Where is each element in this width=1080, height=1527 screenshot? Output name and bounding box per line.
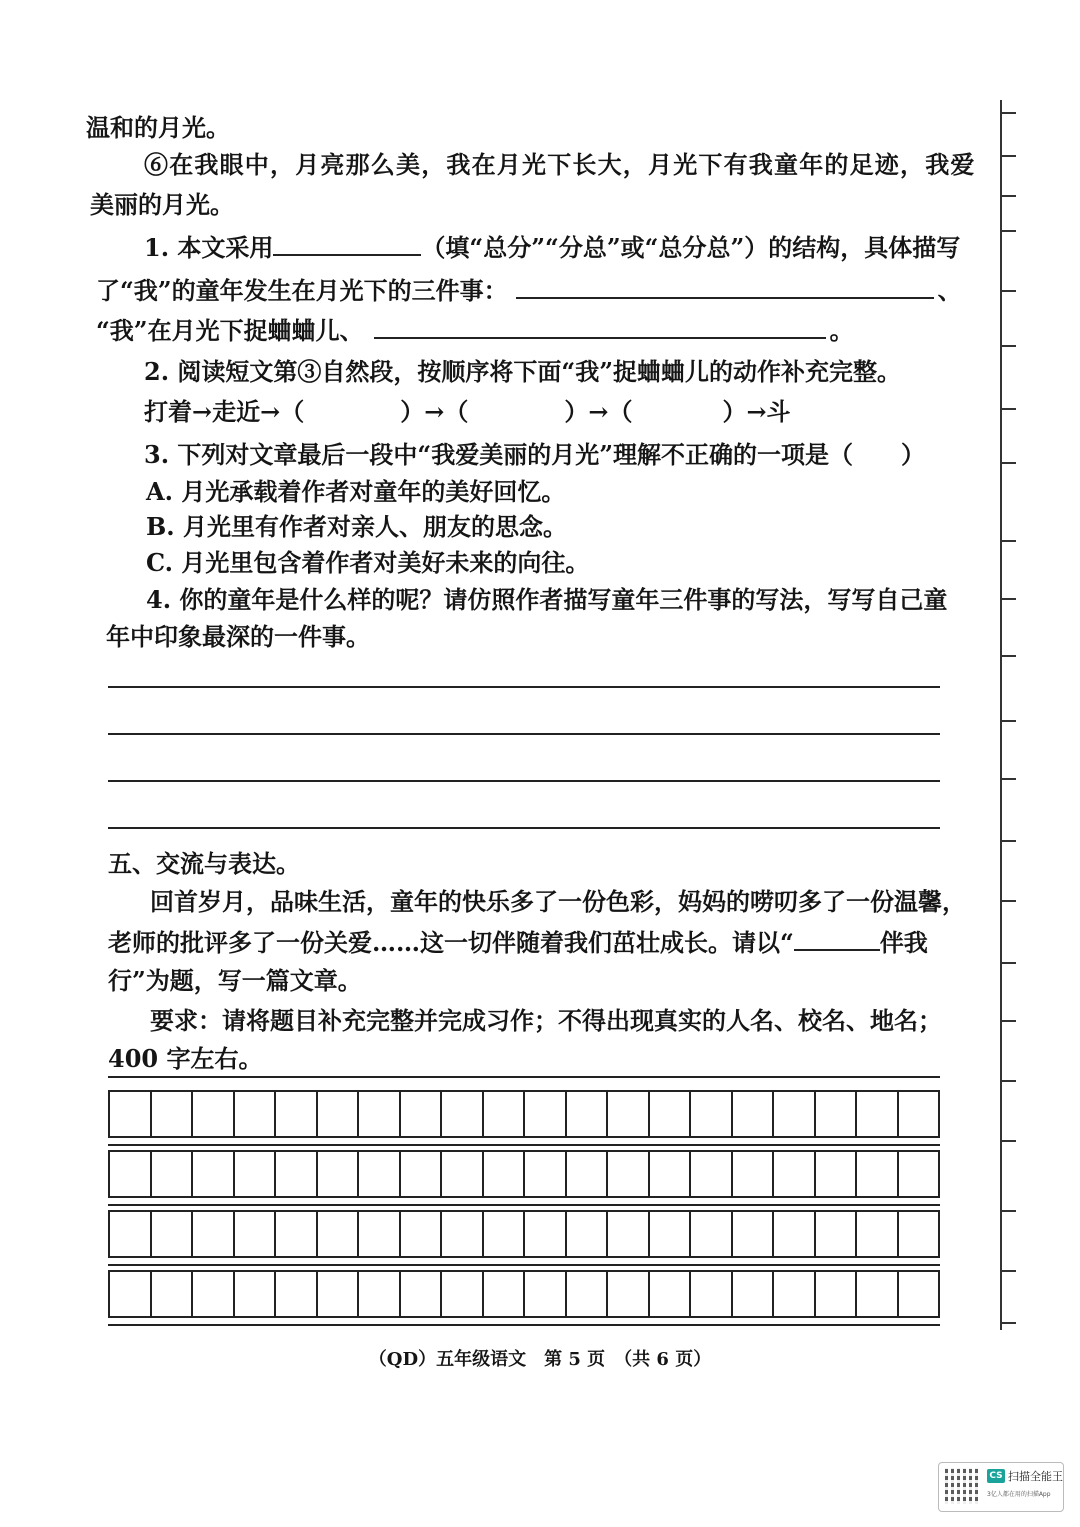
grid-cell[interactable] — [152, 1212, 194, 1256]
essay-prompt-text: 老师的批评多了一份关爱……这一切伴随着我们茁壮成长。请以“ — [108, 928, 794, 957]
grid-cell[interactable] — [816, 1152, 858, 1196]
punctuation: 、 — [937, 276, 962, 305]
passage-paragraph-6: ⑥在我眼中，月亮那么美，我在月光下长大，月光下有我童年的足迹，我爱 — [144, 150, 976, 179]
section-5-heading: 五、交流与表达。 — [108, 849, 300, 878]
grid-cell[interactable] — [442, 1152, 484, 1196]
scanner-app-tagline: 3亿人都在用的扫描App — [987, 1491, 1051, 1498]
grid-row — [108, 1150, 940, 1198]
grid-cell[interactable] — [193, 1092, 235, 1136]
question-1-text: “我”在月光下捉蛐蛐儿、 — [96, 316, 364, 345]
paren-open: （ — [608, 397, 633, 426]
grid-cell[interactable] — [774, 1092, 816, 1136]
answer-blank-event-1[interactable] — [516, 275, 934, 299]
grid-cell[interactable] — [608, 1152, 650, 1196]
option-a[interactable]: A. 月光承载着作者对童年的美好回忆。 — [146, 477, 566, 506]
grid-cell[interactable] — [774, 1272, 816, 1316]
answer-line[interactable] — [108, 686, 940, 688]
page-footer: （QD）五年级语文 第 5 页 （共 6 页） — [368, 1349, 712, 1370]
grid-cell[interactable] — [774, 1152, 816, 1196]
grid-cell[interactable] — [608, 1092, 650, 1136]
grid-cell[interactable] — [608, 1212, 650, 1256]
option-c[interactable]: C. 月光里包含着作者对美好未来的向往。 — [146, 548, 590, 577]
grid-cell[interactable] — [816, 1272, 858, 1316]
grid-cell[interactable] — [318, 1212, 360, 1256]
grid-rule — [108, 1324, 940, 1326]
binding-tick — [1000, 720, 1016, 722]
paren-close: ） — [564, 397, 589, 426]
qr-code-icon — [945, 1468, 981, 1504]
binding-tick — [1000, 462, 1016, 464]
grid-cell[interactable] — [318, 1152, 360, 1196]
grid-cell[interactable] — [650, 1092, 692, 1136]
punctuation: 。 — [829, 316, 854, 345]
grid-cell[interactable] — [691, 1092, 733, 1136]
grid-cell[interactable] — [525, 1092, 567, 1136]
paren-open: （ — [280, 397, 305, 426]
grid-cell[interactable] — [525, 1152, 567, 1196]
grid-cell[interactable] — [567, 1092, 609, 1136]
grid-cell[interactable] — [525, 1272, 567, 1316]
binding-tick — [1000, 1322, 1016, 1324]
answer-line[interactable] — [108, 733, 940, 735]
grid-cell[interactable] — [442, 1272, 484, 1316]
grid-rule — [108, 1204, 940, 1206]
question-4-stem-cont: 年中印象最深的一件事。 — [106, 622, 370, 651]
option-b[interactable]: B. 月光里有作者对亲人、朋友的思念。 — [146, 512, 567, 541]
grid-cell[interactable] — [484, 1092, 526, 1136]
grid-cell[interactable] — [110, 1152, 152, 1196]
answer-line[interactable] — [108, 827, 940, 829]
grid-cell[interactable] — [567, 1152, 609, 1196]
grid-cell[interactable] — [318, 1272, 360, 1316]
binding-tick — [1000, 655, 1016, 657]
grid-cell[interactable] — [276, 1152, 318, 1196]
grid-cell[interactable] — [733, 1092, 775, 1136]
grid-cell[interactable] — [733, 1152, 775, 1196]
grid-cell[interactable] — [442, 1212, 484, 1256]
grid-cell[interactable] — [359, 1212, 401, 1256]
grid-cell[interactable] — [857, 1152, 899, 1196]
grid-rule — [108, 1144, 940, 1146]
grid-cell[interactable] — [359, 1092, 401, 1136]
grid-cell[interactable] — [899, 1152, 939, 1196]
essay-requirements-cont: 400 字左右。 — [108, 1044, 263, 1073]
grid-cell[interactable] — [193, 1152, 235, 1196]
grid-cell[interactable] — [525, 1212, 567, 1256]
question-2-sequence — [144, 397, 791, 427]
grid-cell[interactable] — [235, 1272, 277, 1316]
grid-cell[interactable] — [484, 1272, 526, 1316]
essay-requirements: 要求：请将题目补充完整并完成习作；不得出现真实的人名、校名、地名； — [150, 1006, 942, 1035]
grid-cell[interactable] — [235, 1092, 277, 1136]
arrow-icon: → — [424, 397, 445, 426]
question-1-text: 了“我”的童年发生在月光下的三件事： — [96, 276, 508, 305]
camscanner-logo: CS — [987, 1469, 1005, 1483]
binding-tick — [1000, 155, 1016, 157]
binding-tick — [1000, 778, 1016, 780]
binding-tick — [1000, 598, 1016, 600]
grid-rule — [108, 1264, 940, 1266]
action-end: →斗 — [746, 397, 791, 426]
grid-cell[interactable] — [857, 1092, 899, 1136]
grid-cell[interactable] — [401, 1152, 443, 1196]
paren-open: （ — [444, 397, 469, 426]
binding-tick — [1000, 290, 1016, 292]
binding-tick — [1000, 840, 1016, 842]
grid-cell[interactable] — [567, 1212, 609, 1256]
grid-cell[interactable] — [650, 1272, 692, 1316]
question-1 — [144, 232, 960, 263]
grid-cell[interactable] — [110, 1092, 152, 1136]
grid-cell[interactable] — [401, 1212, 443, 1256]
grid-cell[interactable] — [401, 1092, 443, 1136]
grid-cell[interactable] — [733, 1212, 775, 1256]
binding-margin — [1000, 100, 1022, 1330]
grid-cell[interactable] — [857, 1272, 899, 1316]
answer-line[interactable] — [108, 780, 940, 782]
grid-cell[interactable] — [608, 1272, 650, 1316]
grid-cell[interactable] — [152, 1092, 194, 1136]
grid-cell[interactable] — [193, 1272, 235, 1316]
question-2-stem: 2. 阅读短文第③自然段，按顺序将下面“我”捉蛐蛐儿的动作补充完整。 — [144, 357, 902, 386]
grid-cell[interactable] — [152, 1272, 194, 1316]
grid-cell[interactable] — [193, 1212, 235, 1256]
grid-cell[interactable] — [484, 1212, 526, 1256]
binding-tick — [1000, 962, 1016, 964]
grid-cell[interactable] — [276, 1212, 318, 1256]
grid-cell[interactable] — [857, 1212, 899, 1256]
question-1-line-3 — [96, 315, 854, 346]
action-start: 打着→走近→ — [144, 397, 281, 426]
paren-close: ） — [722, 397, 747, 426]
grid-cell[interactable] — [691, 1212, 733, 1256]
essay-prompt-line-3: 行”为题，写一篇文章。 — [108, 966, 362, 995]
answer-blank-event-3[interactable] — [374, 315, 826, 339]
grid-cell[interactable] — [359, 1272, 401, 1316]
question-1-stem: 1. 本文采用 — [144, 233, 274, 262]
binding-tick — [1000, 1140, 1016, 1142]
binding-tick — [1000, 1270, 1016, 1272]
binding-tick — [1000, 345, 1016, 347]
binding-tick — [1000, 195, 1016, 197]
question-3-stem: 3. 下列对文章最后一段中“我爱美丽的月光”理解不正确的一项是（ ） — [144, 440, 926, 469]
essay-prompt-line-2 — [108, 927, 928, 958]
grid-cell[interactable] — [899, 1272, 939, 1316]
binding-tick — [1000, 1080, 1016, 1082]
scanner-watermark — [938, 1462, 1064, 1512]
grid-cell[interactable] — [235, 1212, 277, 1256]
grid-cell[interactable] — [235, 1152, 277, 1196]
grid-cell[interactable] — [650, 1152, 692, 1196]
grid-cell[interactable] — [774, 1212, 816, 1256]
binding-tick — [1000, 230, 1016, 232]
grid-cell[interactable] — [359, 1152, 401, 1196]
grid-row — [108, 1210, 940, 1258]
grid-row — [108, 1090, 940, 1138]
grid-cell[interactable] — [318, 1092, 360, 1136]
essay-title-blank[interactable] — [794, 927, 880, 951]
grid-cell[interactable] — [650, 1212, 692, 1256]
question-1-stem-cont: （填“总分”“分总”或“总分总”）的结构，具体描写 — [421, 233, 961, 262]
grid-cell[interactable] — [816, 1212, 858, 1256]
grid-cell[interactable] — [276, 1092, 318, 1136]
scanner-app-name: 扫描全能王 — [1008, 1470, 1063, 1483]
grid-cell[interactable] — [401, 1272, 443, 1316]
grid-cell[interactable] — [691, 1152, 733, 1196]
essay-prompt: 回首岁月，品味生活，童年的快乐多了一份色彩，妈妈的唠叨多了一份温馨， — [150, 887, 966, 916]
binding-tick — [1000, 1020, 1016, 1022]
binding-tick — [1000, 112, 1016, 114]
grid-cell[interactable] — [816, 1092, 858, 1136]
binding-tick — [1000, 408, 1016, 410]
grid-cell[interactable] — [899, 1212, 939, 1256]
grid-cell[interactable] — [276, 1272, 318, 1316]
grid-cell[interactable] — [442, 1092, 484, 1136]
grid-cell[interactable] — [152, 1152, 194, 1196]
binding-tick — [1000, 540, 1016, 542]
arrow-icon: → — [588, 397, 609, 426]
grid-cell[interactable] — [484, 1152, 526, 1196]
question-1-line-2 — [96, 275, 962, 306]
passage-line: 美丽的月光。 — [90, 190, 234, 219]
grid-cell[interactable] — [567, 1272, 609, 1316]
question-4-stem: 4. 你的童年是什么样的呢？请仿照作者描写童年三件事的写法，写写自己童 — [146, 585, 948, 614]
answer-blank-structure[interactable] — [273, 232, 421, 256]
grid-cell[interactable] — [899, 1092, 939, 1136]
grid-rule — [108, 1076, 940, 1078]
essay-prompt-text: 伴我 — [879, 928, 928, 957]
paren-close: ） — [400, 397, 425, 426]
grid-cell[interactable] — [110, 1272, 152, 1316]
grid-cell[interactable] — [691, 1272, 733, 1316]
passage-line: 温和的月光。 — [86, 113, 230, 142]
grid-row — [108, 1270, 940, 1318]
binding-tick — [1000, 900, 1016, 902]
binding-tick — [1000, 1210, 1016, 1212]
grid-cell[interactable] — [733, 1272, 775, 1316]
grid-cell[interactable] — [110, 1212, 152, 1256]
